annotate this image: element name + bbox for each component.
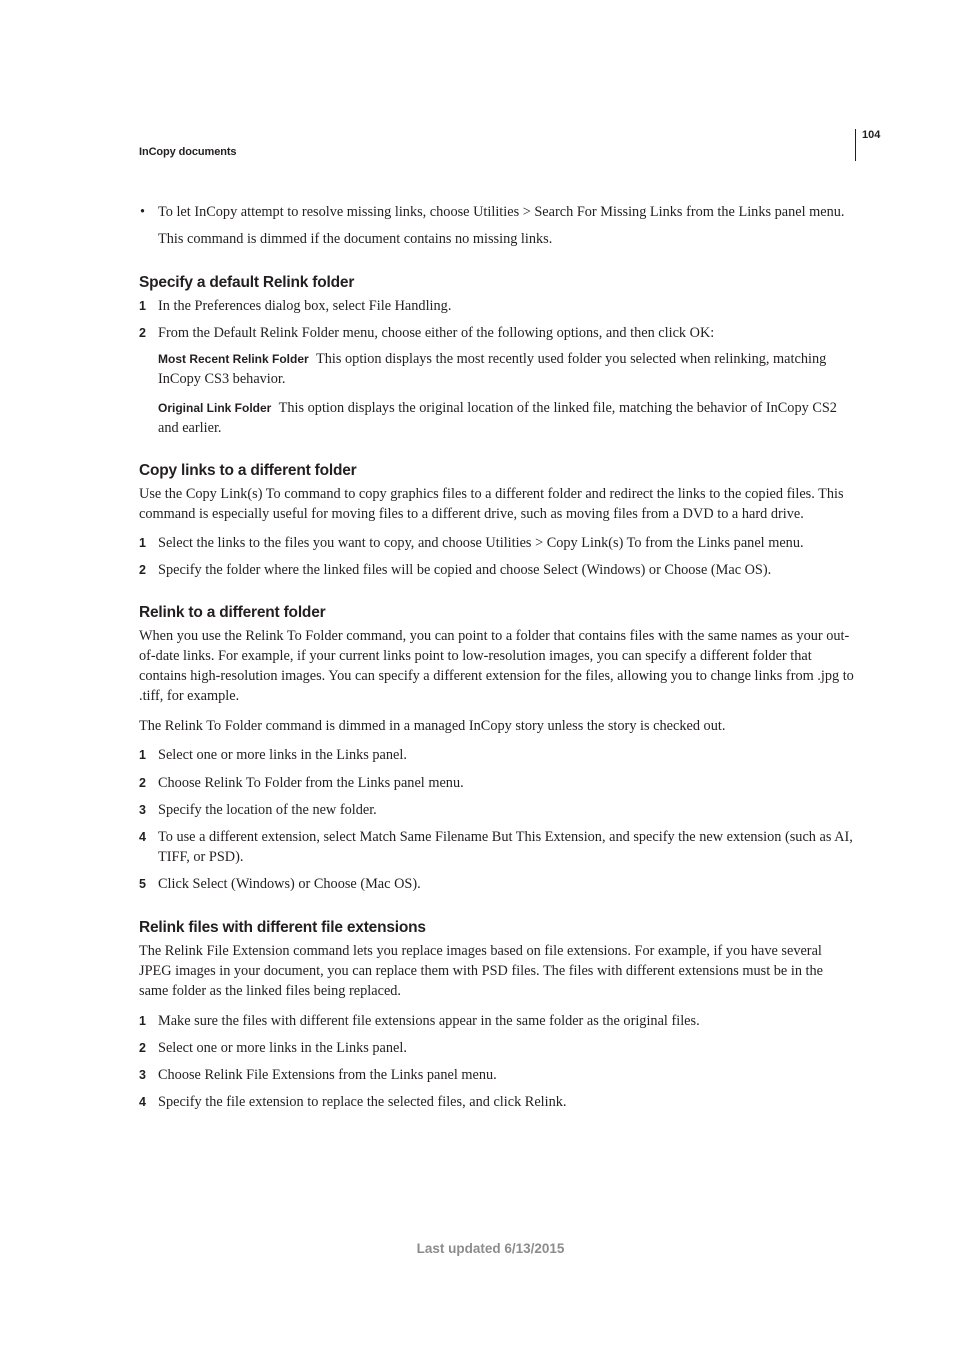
option-term: Original Link Folder [158, 401, 272, 415]
step-number: 3 [139, 803, 146, 817]
step-text: Select one or more links in the Links panel. [158, 747, 407, 763]
step-number: 2 [139, 1041, 146, 1055]
step-text: Make sure the files with different file extensions appear in the same folder as the original files. [158, 1013, 700, 1029]
step-text: In the Preferences dialog box, select File Handling. [158, 298, 452, 314]
step-text: To use a different extension, select Match Same Filename But This Extension, and specify the new extension (such as AI, TIFF, or PSD). [158, 829, 853, 865]
step-text: Specify the folder where the linked files will be copied and choose Select (Windows) or Choose (Mac OS). [158, 562, 772, 578]
page-content [139, 202, 855, 1112]
step-text: Choose Relink To Folder from the Links panel menu. [158, 775, 464, 791]
list-item [139, 296, 855, 316]
section-heading-relink-folder: Relink to a different folder [139, 604, 326, 621]
step-number: 5 [139, 877, 146, 891]
step-text: Specify the location of the new folder. [158, 802, 377, 818]
list-item [139, 874, 855, 894]
step-number: 1 [139, 299, 146, 313]
section-heading-copy-links: Copy links to a different folder [139, 462, 357, 479]
bullet-text: To let InCopy attempt to resolve missing links, choose Utilities > Search For Missing Links from the Links panel menu. [158, 204, 845, 220]
step-number: 1 [139, 748, 146, 762]
option-description: This option displays the original location of the linked file, matching the behavior of InCopy CS2 and earlier. [158, 400, 837, 436]
running-header-title: InCopy documents [139, 146, 237, 158]
step-number: 4 [139, 830, 146, 844]
option-description: This option displays the most recently used folder you selected when relinking, matching InCopy CS3 behavior. [158, 351, 827, 387]
step-text: Click Select (Windows) or Choose (Mac OS). [158, 876, 421, 892]
step-text: Select the links to the files you want to copy, and choose Utilities > Copy Link(s) To from the Links panel menu. [158, 535, 804, 551]
step-text: From the Default Relink Folder menu, choose either of the following options, and then click OK: [158, 325, 715, 341]
step-number: 3 [139, 1068, 146, 1082]
step-text: Choose Relink File Extensions from the Links panel menu. [158, 1067, 497, 1083]
paragraph: Use the Copy Link(s) To command to copy graphics files to a different folder and redirect the links to the copied files. This command is especially useful for moving files to a different drive, such as moving files from a DVD to a hard drive. [139, 486, 844, 522]
step-number: 4 [139, 1095, 146, 1109]
list-item [139, 560, 855, 580]
option-term: Most Recent Relink Folder [158, 352, 309, 366]
option-item [139, 398, 855, 438]
list-item [139, 773, 855, 793]
footer-last-updated: Last updated 6/13/2015 [416, 1241, 565, 1256]
paragraph: The Relink To Folder command is dimmed in a managed InCopy story unless the story is checked out. [139, 718, 726, 734]
bullet-marker: • [140, 204, 146, 220]
list-item [139, 202, 855, 222]
step-number: 2 [139, 326, 146, 340]
list-item [139, 323, 855, 343]
list-item [139, 1065, 855, 1085]
list-item [139, 827, 855, 867]
section-heading-default-relink: Specify a default Relink folder [139, 274, 355, 291]
step-text: Specify the file extension to replace the selected files, and click Relink. [158, 1094, 567, 1110]
note-text: This command is dimmed if the document contains no missing links. [158, 231, 553, 247]
list-item [139, 1092, 855, 1112]
option-item [139, 349, 855, 389]
list-item [139, 745, 855, 765]
paragraph: When you use the Relink To Folder command, you can point to a folder that contains files with the same names as your out-of-date links. For example, if your current links point to low-resolution images, you can specify a different folder that contains high-resolution images. You can specify a different extension for the files, allowing you to change links from .jpg to .tiff, for example. [139, 628, 854, 704]
step-number: 1 [139, 1014, 146, 1028]
list-item [139, 800, 855, 820]
step-number: 2 [139, 563, 146, 577]
page-number: 104 [862, 129, 881, 141]
list-item [139, 1011, 855, 1031]
step-text: Select one or more links in the Links panel. [158, 1040, 407, 1056]
section-heading-relink-extensions: Relink files with different file extensions [139, 919, 426, 936]
step-number: 2 [139, 776, 146, 790]
header-rule [855, 129, 856, 161]
list-item [139, 1038, 855, 1058]
step-number: 1 [139, 536, 146, 550]
paragraph: The Relink File Extension command lets you replace images based on file extensions. For example, if you have several JPEG images in your document, you can replace them with PSD files. The files with different extensions must be in the same folder as the linked files being replaced. [139, 943, 824, 999]
list-item [139, 533, 855, 553]
